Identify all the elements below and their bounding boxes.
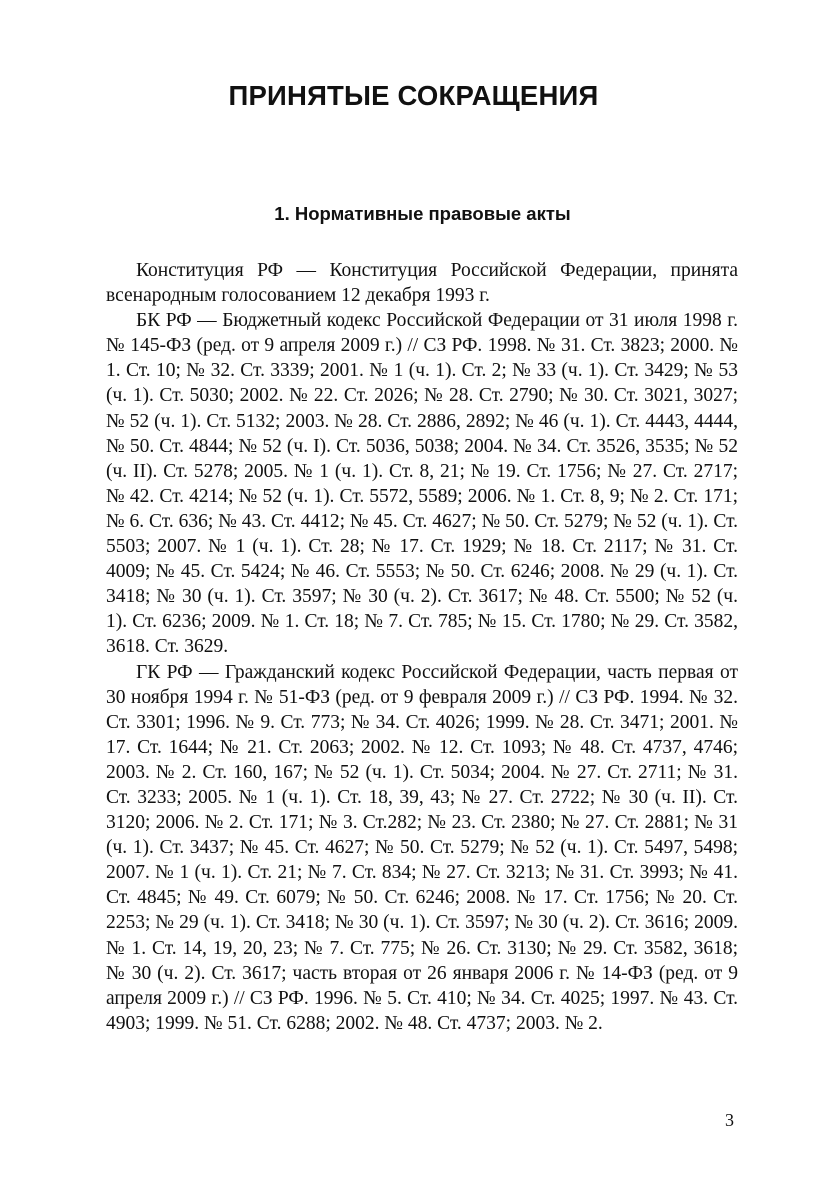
entry-constitution: Конституция РФ — Конституция Российской Федерации, принята всенародным голосованием 12 декабря 1993 г. bbox=[106, 260, 738, 307]
entry-budget-code: БК РФ — Бюджетный кодекс Российской Федерации от 31 июля 1998 г. № 145-ФЗ (ред. от 9 апреля 2009 г.) // СЗ РФ. 1998. № 31. Ст. 3823; 2000. № 1. Ст. 10; № 32. Ст. 3339; 2001. № 1 (ч. 1). Ст. 2; № 33 (ч. 1). Ст. 3429; № 53 (ч. 1). Ст. 5030; 2002. № 22. Ст. 2026; № 28. Ст. 2790; № 30. Ст. 3021, 3027; № 52 (ч. 1). Ст. 5132; 2003. № 28. Ст. 2886, 2892; № 46 (ч. 1). Ст. 4443, 4444, № 50. Ст. 4844; № 52 (ч. I). Ст. 5036, 5038; 2004. № 34. Ст. 3526, 3535; № 52 (ч. II). Ст. 5278; 2005. № 1 (ч. 1). Ст. 8, 21; № 19. Ст. 1756; № 27. Ст. 2717; № 42. Ст. 4214; № 52 (ч. 1). Ст. 5572, 5589; 2006. № 1. Ст. 8, 9; № 2. Ст. 171; № 6. Ст. 636; № 43. Ст. 4412; № 45. Ст. 4627; № 50. Ст. 5279; № 52 (ч. 1). Ст. 5503; 2007. № 1 (ч. 1). Ст. 28; № 17. Ст. 1929; № 18. Ст. 2117; № 31. Ст. 4009; № 45. Ст. 5424; № 46. Ст. 5553; № 50. Ст. 6246; 2008. № 29 (ч. 1). Ст. 3418; № 30 (ч. 1). Ст. 3597; № 30 (ч. 2). Ст. 3617; № 48. Ст. 5500; № 52 (ч. 1). Ст. 6236; 2009. № 1. Ст. 18; № 7. Ст. 785; № 15. Ст. 1780; № 29. Ст. 3582, 3618. Ст. 3629. bbox=[106, 310, 738, 658]
section-heading: 1. Нормативные правовые акты bbox=[274, 203, 571, 224]
page-number: 3 bbox=[725, 1110, 734, 1130]
page-title: ПРИНЯТЫЕ СОКРАЩЕНИЯ bbox=[228, 80, 599, 111]
abbreviations-list bbox=[106, 258, 738, 1036]
entry-civil-code: ГК РФ — Гражданский кодекс Российской Федерации, часть первая от 30 ноября 1994 г. № 51-ФЗ (ред. от 9 февраля 2009 г.) // СЗ РФ. 1994. № 32. Ст. 3301; 1996. № 9. Ст. 773; № 34. Ст. 4026; 1999. № 28. Ст. 3471; 2001. № 17. Ст. 1644; № 21. Ст. 2063; 2002. № 12. Ст. 1093; № 48. Ст. 4737, 4746; 2003. № 2. Ст. 160, 167; № 52 (ч. 1). Ст. 5034; 2004. № 27. Ст. 2711; № 31. Ст. 3233; 2005. № 1 (ч. 1). Ст. 18, 39, 43; № 27. Ст. 2722; № 30 (ч. II). Ст. 3120; 2006. № 2. Ст. 171; № 3. Ст.282; № 23. Ст. 2380; № 27. Ст. 2881; № 31 (ч. 1). Ст. 3437; № 45. Ст. 4627; № 50. Ст. 5279; № 52 (ч. 1). Ст. 5497, 5498; 2007. № 1 (ч. 1). Ст. 21; № 7. Ст. 834; № 27. Ст. 3213; № 31. Ст. 3993; № 41. Ст. 4845; № 49. Ст. 6079; № 50. Ст. 6246; 2008. № 17. Ст. 1756; № 20. Ст. 2253; № 29 (ч. 1). Ст. 3418; № 30 (ч. 1). Ст. 3597; № 30 (ч. 2). Ст. 3616; 2009. № 1. Ст. 14, 19, 20, 23; № 7. Ст. 775; № 26. Ст. 3130; № 29. Ст. 3582, 3618; № 30 (ч. 2). Ст. 3617; часть вторая от 26 января 2006 г. № 14-ФЗ (ред. от 9 апреля 2009 г.) // СЗ РФ. 1996. № 5. Ст. 410; № 34. Ст. 4025; 1997. № 43. Ст. 4903; 1999. № 51. Ст. 6288; 2002. № 48. Ст. 4737; 2003. № 2. bbox=[106, 661, 738, 1034]
